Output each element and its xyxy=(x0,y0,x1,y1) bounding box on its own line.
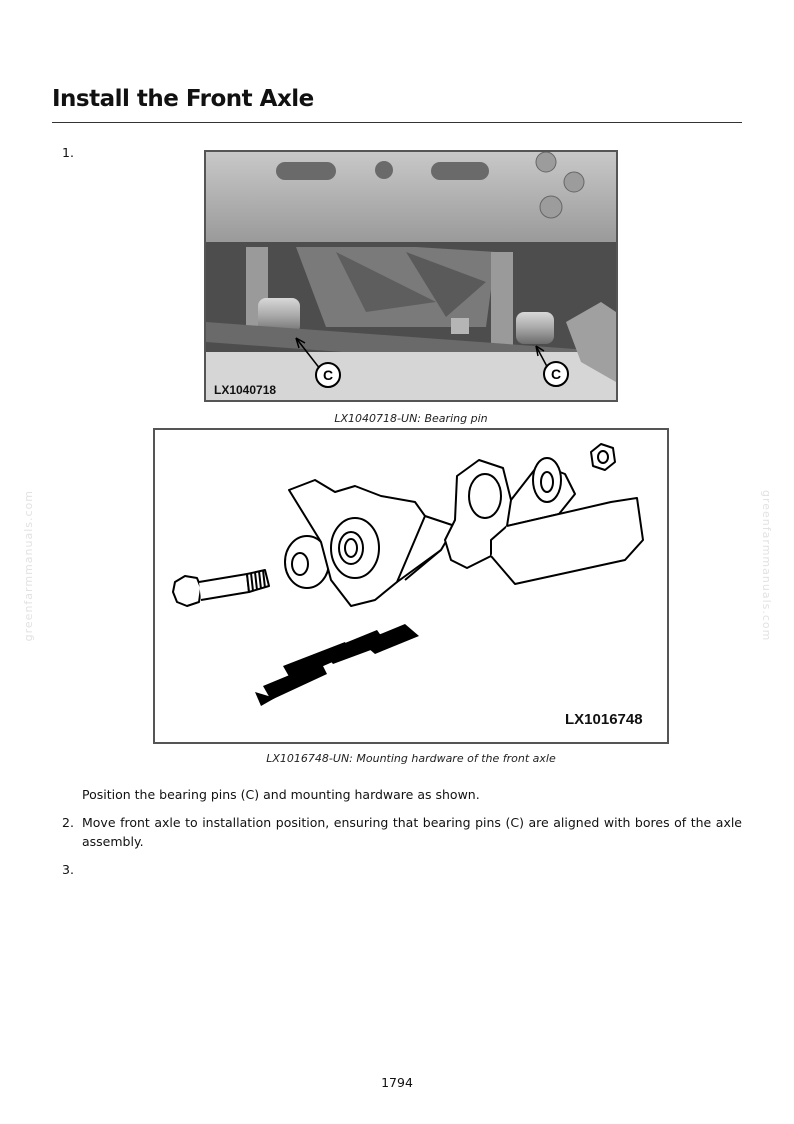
callout-c-left-label: C xyxy=(322,367,334,383)
watermark-right: greenfarmmanuals.com xyxy=(760,490,773,642)
figure-mounting-hardware xyxy=(153,428,669,744)
bearing-pin-photo xyxy=(206,152,616,400)
callout-c-right-label: C xyxy=(550,366,562,382)
figure-1-caption: LX1040718-UN: Bearing pin xyxy=(334,412,488,425)
mounting-hardware-drawing xyxy=(155,430,667,742)
bolt-head xyxy=(173,576,201,606)
title-divider xyxy=(52,122,742,123)
step-1-number: 1. xyxy=(62,145,74,160)
figure-bearing-pin xyxy=(204,150,618,402)
figure-2-label: LX1016748 xyxy=(565,711,643,728)
direction-arrow-stripes xyxy=(255,624,419,706)
page-number: 1794 xyxy=(381,1075,413,1090)
step-2-text: Move front axle to installation position, ensuring that bearing pins (C) are aligned with bores of the axle assembly. xyxy=(82,815,742,849)
watermark-left: greenfarmmanuals.com xyxy=(22,490,35,642)
step-2-number: 2. xyxy=(62,815,74,830)
figure-2-caption: LX1016748-UN: Mounting hardware of the front axle xyxy=(266,752,556,765)
nut xyxy=(591,444,615,470)
figure-1-label: LX1040718 xyxy=(214,383,277,397)
step-3-number: 3. xyxy=(62,862,74,877)
step-1-text: Position the bearing pins (C) and mounting hardware as shown. xyxy=(82,787,480,802)
page-title: Install the Front Axle xyxy=(52,86,314,112)
